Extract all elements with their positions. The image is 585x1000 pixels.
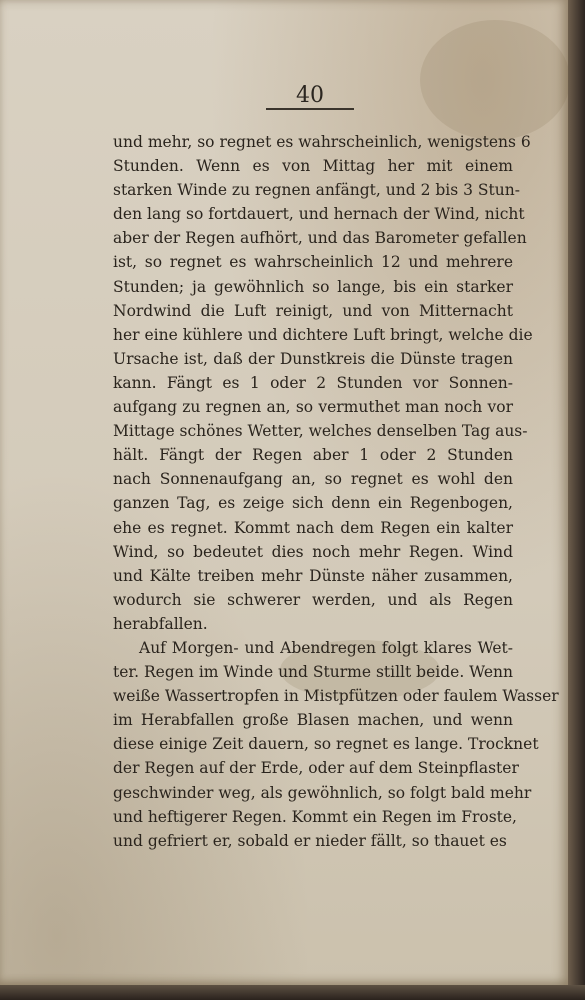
text-line: ehe es regnet. Kommt nach dem Regen ein kalter <box>113 518 513 537</box>
text-line: und Kälte treiben mehr Dünste näher zusammen, <box>113 566 513 585</box>
text-line: im Herabfallen große Blasen machen, und wenn <box>113 711 513 730</box>
text-line: geschwinder weg, als gewöhnlich, so folgt bald mehr <box>113 783 532 802</box>
text-line: Nordwind die Luft reinigt, und von Mitternacht <box>113 301 513 320</box>
text-line: und heftigerer Regen. Kommt ein Regen im Froste, <box>113 807 517 826</box>
text-line: ist, so regnet es wahrscheinlich 12 und mehrere <box>113 253 513 272</box>
text-line: aber der Regen aufhört, und das Barometer gefallen <box>113 229 527 248</box>
text-line: der Regen auf der Erde, oder auf dem Steinpflaster <box>113 759 519 778</box>
text-line: und mehr, so regnet es wahrscheinlich, wenigstens 6 <box>113 133 531 151</box>
text-line: starken Winde zu regnen anfängt, und 2 bis 3 Stun- <box>113 181 520 200</box>
text-line: herabfallen. <box>113 614 208 633</box>
page-number-rule <box>266 108 354 110</box>
text-line: hält. Fängt der Regen aber 1 oder 2 Stunden <box>113 446 513 465</box>
text-line: Stunden. Wenn es von Mittag her mit einem <box>113 157 513 176</box>
text-line: und gefriert er, sobald er nieder fällt, so thauet es <box>113 831 507 850</box>
text-line: wodurch sie schwerer werden, und als Regen <box>113 590 513 609</box>
text-line: Wind, so bedeutet dies noch mehr Regen. Wind <box>113 542 513 561</box>
text-line: diese einige Zeit dauern, so regnet es lange. Trocknet <box>113 735 539 754</box>
text-line: kann. Fängt es 1 oder 2 Stunden vor Sonnen- <box>113 373 513 392</box>
text-line: Auf Morgen- und Abendregen folgt klares Wet- <box>139 638 513 657</box>
body-text <box>113 130 559 853</box>
text-line: Stunden; ja gewöhnlich so lange, bis ein starker <box>113 277 513 296</box>
text-line: Ursache ist, daß der Dunstkreis die Dünste tragen <box>113 349 513 368</box>
text-line: weiße Wassertropfen in Mistpfützen oder faulem Wasser <box>113 687 559 706</box>
book-bottom-edge <box>0 985 585 1000</box>
text-line: ganzen Tag, es zeige sich denn ein Regenbogen, <box>113 494 513 513</box>
text-line: ter. Regen im Winde und Sturme stillt beide. Wenn <box>113 663 513 682</box>
paper-stain <box>420 20 570 140</box>
text-line: aufgang zu regnen an, so vermuthet man noch vor <box>113 398 513 417</box>
page-number: 40 <box>296 83 324 108</box>
text-line: den lang so fortdauert, und hernach der Wind, nicht <box>113 205 525 224</box>
book-binding-edge <box>568 0 585 1000</box>
text-line: her eine kühlere und dichtere Luft bringt, welche die <box>113 325 533 344</box>
text-line: Mittage schönes Wetter, welches denselben Tag aus- <box>113 422 528 441</box>
text-line: nach Sonnenaufgang an, so regnet es wohl den <box>113 470 513 489</box>
